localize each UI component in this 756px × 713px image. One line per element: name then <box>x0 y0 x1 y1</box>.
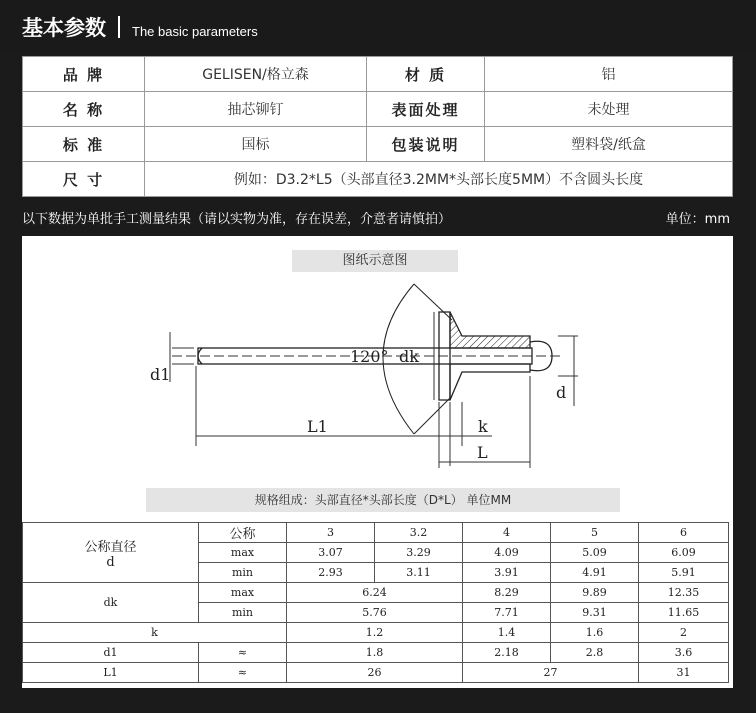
param-key: 表面处理 <box>367 92 485 127</box>
dk-min: 7.71 <box>463 603 551 623</box>
d1-label: d1 <box>150 365 171 384</box>
k-row-label: k <box>23 623 287 643</box>
note-text: 以下数据为单批手工测量结果（请以实物为准，存在误差，介意者请慎拍） <box>22 212 452 227</box>
params-table <box>22 56 733 197</box>
table-row <box>23 127 733 162</box>
param-value: 例如：D3.2*L5（头部直径3.2MM*头部长度5MM）不含圆头长度 <box>145 162 733 197</box>
dk-min: 5.76 <box>287 603 463 623</box>
unit-label: 单位：mm <box>665 212 730 227</box>
nominal-value: 3.2 <box>375 523 463 543</box>
approx-label: ≈ <box>199 663 287 683</box>
rivet-body-hatched <box>450 312 530 348</box>
dk-label: dk <box>399 347 419 366</box>
rivet-body-lower <box>450 364 530 400</box>
nominal-value: 4 <box>463 523 551 543</box>
k-value: 1.6 <box>551 623 639 643</box>
diagram-title: 图纸示意图 <box>292 250 458 272</box>
angle-label: 120° <box>350 347 389 366</box>
param-key: 包装说明 <box>367 127 485 162</box>
dk-min: 9.31 <box>551 603 639 623</box>
param-key: 材 质 <box>367 57 485 92</box>
L1-label: L1 <box>307 417 328 436</box>
k-label: k <box>478 417 488 436</box>
d-max: 3.29 <box>375 543 463 563</box>
d-label: d <box>556 383 567 402</box>
dk-max: 9.89 <box>551 583 639 603</box>
spec-table <box>22 522 729 683</box>
param-key: 标 准 <box>23 127 145 162</box>
d-min: 4.91 <box>551 563 639 583</box>
param-value: 未处理 <box>485 92 733 127</box>
k-value: 2 <box>639 623 729 643</box>
nominal-sub: d <box>106 554 115 570</box>
d-max: 6.09 <box>639 543 729 563</box>
L1-value: 31 <box>639 663 729 683</box>
nominal-label: 公称直径 <box>84 539 137 555</box>
table-row <box>23 92 733 127</box>
d-min: 3.11 <box>375 563 463 583</box>
param-value: 铝 <box>485 57 733 92</box>
rivet-drawing <box>22 236 733 522</box>
approx-label: ≈ <box>199 643 287 663</box>
d1-value: 1.8 <box>287 643 463 663</box>
table-row <box>23 623 729 643</box>
d-min: 5.91 <box>639 563 729 583</box>
nominal-value: 3 <box>287 523 375 543</box>
max-label: max <box>199 543 287 563</box>
param-key: 名 称 <box>23 92 145 127</box>
param-key: 品 牌 <box>23 57 145 92</box>
drawing-panel <box>22 236 733 688</box>
angle-lines <box>414 284 452 434</box>
table-row <box>23 583 729 603</box>
nominal-label-cell <box>23 523 199 583</box>
min-label: min <box>199 603 287 623</box>
k-value: 1.2 <box>287 623 463 643</box>
param-value: 塑料袋/纸盒 <box>485 127 733 162</box>
spec-caption: 规格组成：头部直径*头部长度（D*L） 单位MM <box>146 488 620 512</box>
d-min: 2.93 <box>287 563 375 583</box>
d1-value: 2.8 <box>551 643 639 663</box>
page-title: 基本参数 <box>22 16 106 40</box>
k-value: 1.4 <box>463 623 551 643</box>
L-label: L <box>477 443 488 462</box>
max-label: max <box>199 583 287 603</box>
dk-max: 12.35 <box>639 583 729 603</box>
d-min: 3.91 <box>463 563 551 583</box>
table-row <box>23 523 729 543</box>
dk-max: 6.24 <box>287 583 463 603</box>
param-value: 抽芯铆钉 <box>145 92 367 127</box>
title-divider <box>118 16 120 38</box>
page-subtitle: The basic parameters <box>132 24 258 39</box>
L1-value: 27 <box>463 663 639 683</box>
param-key: 尺 寸 <box>23 162 145 197</box>
d-max: 4.09 <box>463 543 551 563</box>
header <box>0 0 756 50</box>
min-label: min <box>199 563 287 583</box>
nominal-value: 5 <box>551 523 639 543</box>
param-value: GELISEN/格立森 <box>145 57 367 92</box>
d1-value: 3.6 <box>639 643 729 663</box>
L1-row-label: L1 <box>23 663 199 683</box>
dk-row-label: dk <box>23 583 199 623</box>
dk-min: 11.65 <box>639 603 729 623</box>
nominal-value: 6 <box>639 523 729 543</box>
d1-row-label: d1 <box>23 643 199 663</box>
L1-value: 26 <box>287 663 463 683</box>
nominal-col: 公称 <box>199 523 287 543</box>
d-max: 3.07 <box>287 543 375 563</box>
table-row <box>23 57 733 92</box>
d1-value: 2.18 <box>463 643 551 663</box>
d-max: 5.09 <box>551 543 639 563</box>
param-value: 国标 <box>145 127 367 162</box>
table-row <box>23 643 729 663</box>
table-row <box>23 663 729 683</box>
measurement-note <box>22 206 734 228</box>
table-row <box>23 162 733 197</box>
dk-max: 8.29 <box>463 583 551 603</box>
